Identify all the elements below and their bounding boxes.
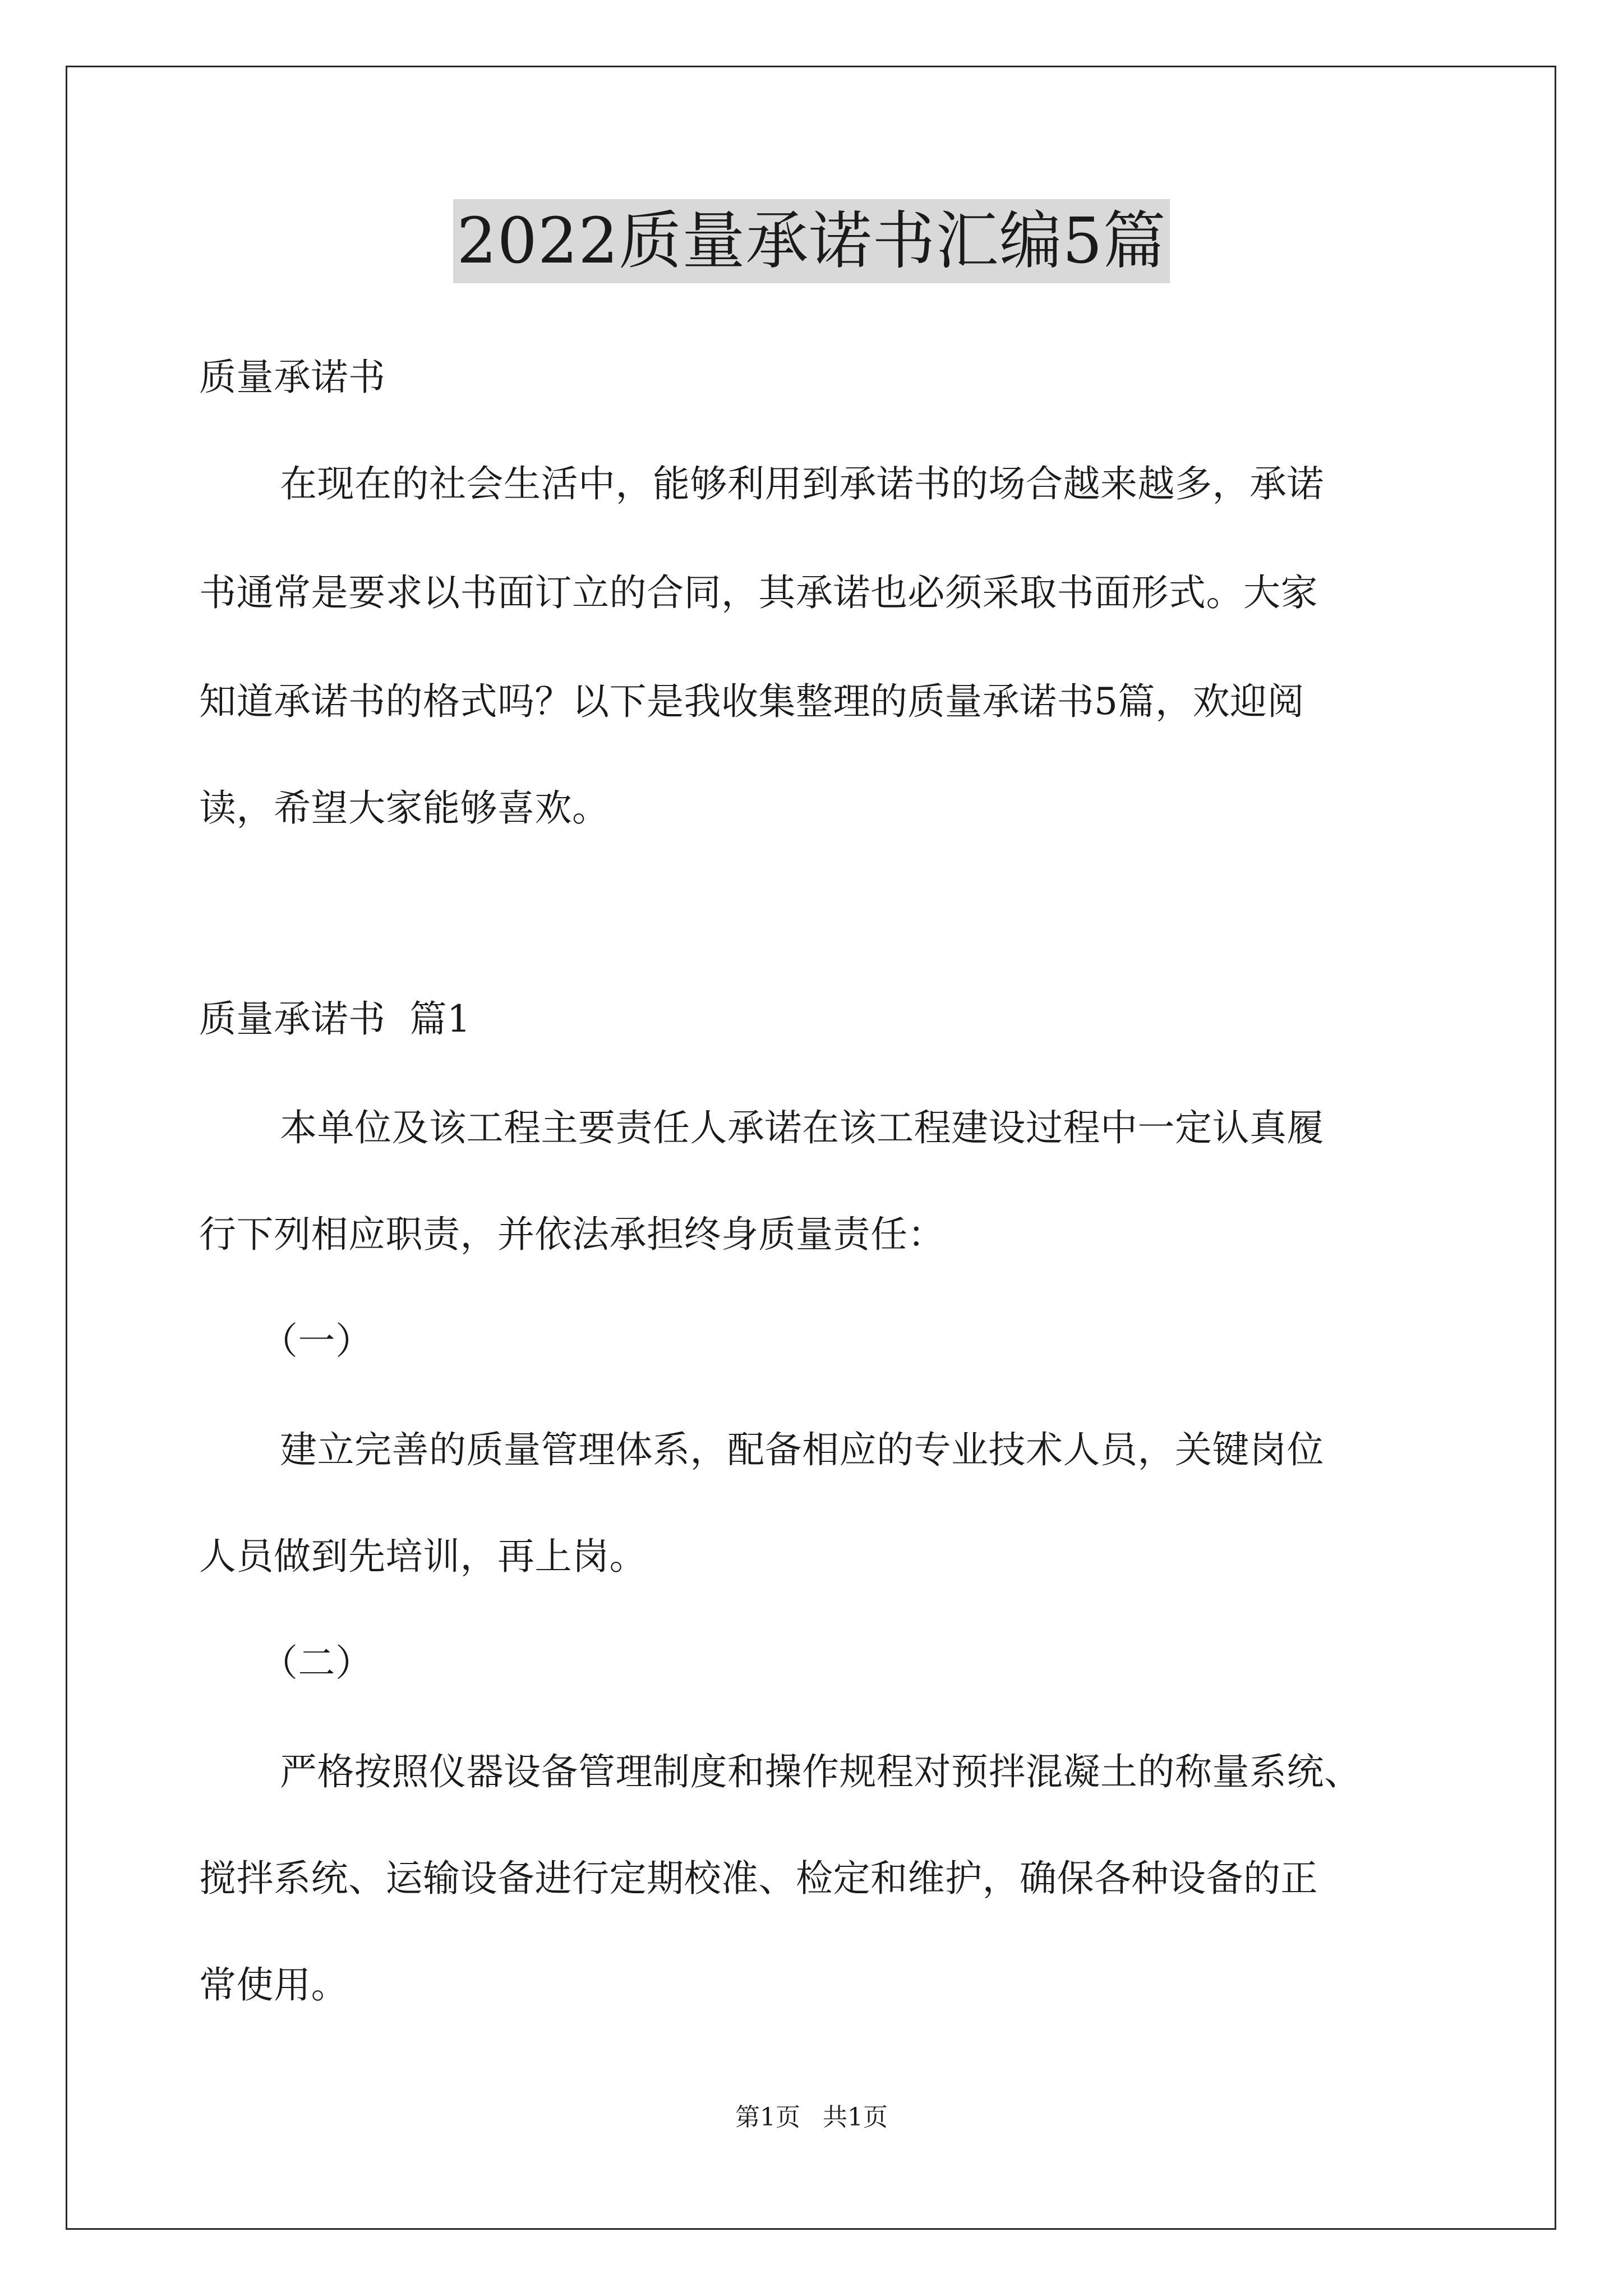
- page-number-total: 共1页: [823, 2103, 888, 2132]
- intro-paragraph-line: 书通常是要求以书面订立的合同，其承诺也必须采取书面形式。大家: [199, 571, 1318, 614]
- intro-heading: 质量承诺书: [199, 356, 386, 399]
- item-label: （二）: [261, 1641, 373, 1685]
- item-paragraph-line: 严格按照仪器设备管理制度和操作规程对预拌混凝土的称量系统、: [280, 1750, 1362, 1793]
- page-number-current: 第1页: [735, 2103, 800, 2132]
- section-paragraph-line: 行下列相应职责，并依法承担终身质量责任：: [199, 1213, 945, 1256]
- item-paragraph-line: 人员做到先培训，再上岗。: [199, 1535, 647, 1578]
- section-heading: 质量承诺书 篇1: [199, 997, 471, 1041]
- page-footer: [0, 2101, 1623, 2134]
- item-paragraph-line: 常使用。: [199, 1963, 348, 2007]
- intro-paragraph-line: 读，希望大家能够喜欢。: [199, 786, 610, 830]
- title-container: [0, 199, 1623, 283]
- item-label: （一）: [261, 1319, 373, 1363]
- intro-paragraph-line: 知道承诺书的格式吗？以下是我收集整理的质量承诺书5篇，欢迎阅: [199, 680, 1304, 723]
- intro-paragraph-line: 在现在的社会生活中，能够利用到承诺书的场合越来越多，承诺: [280, 462, 1324, 505]
- section-paragraph-line: 本单位及该工程主要责任人承诺在该工程建设过程中一定认真履: [280, 1106, 1324, 1149]
- item-paragraph-line: 搅拌系统、运输设备进行定期校准、检定和维护，确保各种设备的正: [199, 1857, 1318, 1900]
- document-title: 2022质量承诺书汇编5篇: [453, 199, 1169, 283]
- item-paragraph-line: 建立完善的质量管理体系，配备相应的专业技术人员，关键岗位: [280, 1428, 1324, 1471]
